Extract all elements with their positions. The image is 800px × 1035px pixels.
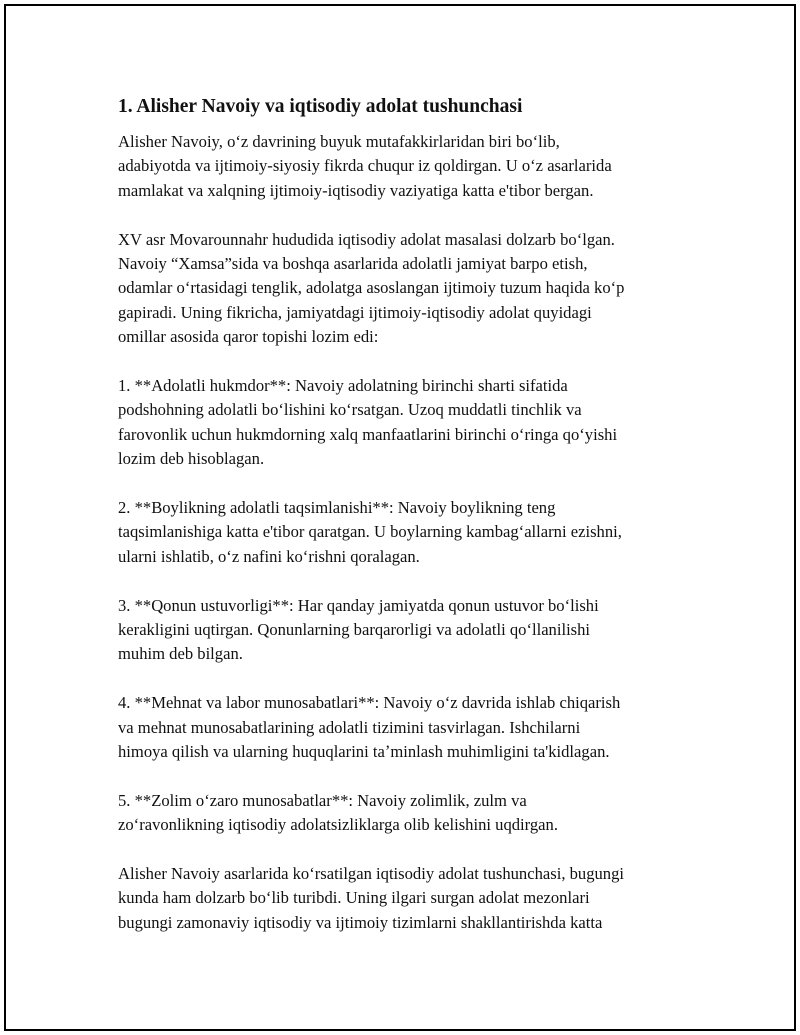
paragraph-line: 5. **Zolim oʻzaro munosabatlar**: Navoiy zolimlik, zulm va [118,790,527,810]
paragraph-line: bugungi zamonaviy iqtisodiy va ijtimoiy tizimlarni shakllantirishda katta [118,912,603,932]
paragraph-line: odamlar oʻrtasidagi tenglik, adolatga asoslangan ijtimoiy tuzum haqida koʻp [118,278,625,298]
paragraph-line: himoya qilish va ularning huquqlarini taʼminlash muhimligini ta'kidlagan. [118,742,610,762]
paragraph-line: podshohning adolatli boʻlishini koʻrsatgan. Uzoq muddatli tinchlik va [118,400,582,420]
paragraph-line: zoʻravonlikning iqtisodiy adolatsizliklarga olib kelishini uqdirgan. [118,815,558,835]
document-title: 1. Alisher Navoiy va iqtisodiy adolat tushunchasi [118,96,523,117]
paragraph-line: XV asr Movarounnahr hududida iqtisodiy adolat masalasi dolzarb boʻlgan. [118,229,615,249]
paragraph [118,374,698,472]
paragraph-line: omillar asosida qaror topishi lozim edi: [118,327,379,347]
paragraph-line: lozim deb hisoblagan. [118,449,265,469]
paragraph-line: gapiradi. Uning fikricha, jamiyatdagi ijtimoiy-iqtisodiy adolat quyidagi [118,302,592,322]
paragraph [118,130,698,203]
paragraph [118,594,698,667]
paragraph-line: mamlakat va xalqning ijtimoiy-iqtisodiy vaziyatiga katta e'tibor bergan. [118,180,594,200]
paragraph-line: va mehnat munosabatlarining adolatli tizimini tasvirlagan. Ishchilarni [118,717,581,737]
paragraph [118,496,698,569]
paragraph-line: Alisher Navoiy, oʻz davrining buyuk mutafakkirlaridan biri boʻlib, [118,132,560,151]
paragraph-list [118,130,698,935]
paragraph-line: 3. **Qonun ustuvorligi**: Har qanday jamiyatda qonun ustuvor boʻlishi [118,595,599,615]
paragraph-line: Alisher Navoiy asarlarida koʻrsatilgan iqtisodiy adolat tushunchasi, bugungi [118,864,625,884]
paragraph [118,789,698,838]
paragraph [118,691,698,764]
paragraph-line: Navoiy “Xamsa”sida va boshqa asarlarida adolatli jamiyat barpo etish, [118,254,588,274]
paragraph-line: kunda ham dolzarb boʻlib turibdi. Uning ilgari surgan adolat mezonlari [118,888,590,908]
paragraph [118,228,698,350]
paragraph-line: 4. **Mehnat va labor munosabatlari**: Navoiy oʻz davrida ishlab chiqarish [118,693,621,713]
paragraph [118,862,698,935]
paragraph-line: taqsimlanishiga katta e'tibor qaratgan. U boylarning kambagʻallarni ezishni, [118,522,622,542]
paragraph-line: 2. **Boylikning adolatli taqsimlanishi**: Navoiy boylikning teng [118,498,556,518]
paragraph-line: kerakligini uqtirgan. Qonunlarning barqarorligi va adolatli qoʻllanilishi [118,620,591,640]
paragraph-line: ularni ishlatib, oʻz nafini koʻrishni qoralagan. [118,546,420,566]
paragraph-line: muhim deb bilgan. [118,644,243,664]
document-body [118,94,698,960]
paragraph-line: farovonlik uchun hukmdorning xalq manfaatlarini birinchi oʻringa qoʻyishi [118,424,618,444]
paragraph-line: 1. **Adolatli hukmdor**: Navoiy adolatning birinchi sharti sifatida [118,376,568,396]
paragraph-line: adabiyotda va ijtimoiy-siyosiy fikrda chuqur iz qoldirgan. U oʻz asarlarida [118,156,612,176]
